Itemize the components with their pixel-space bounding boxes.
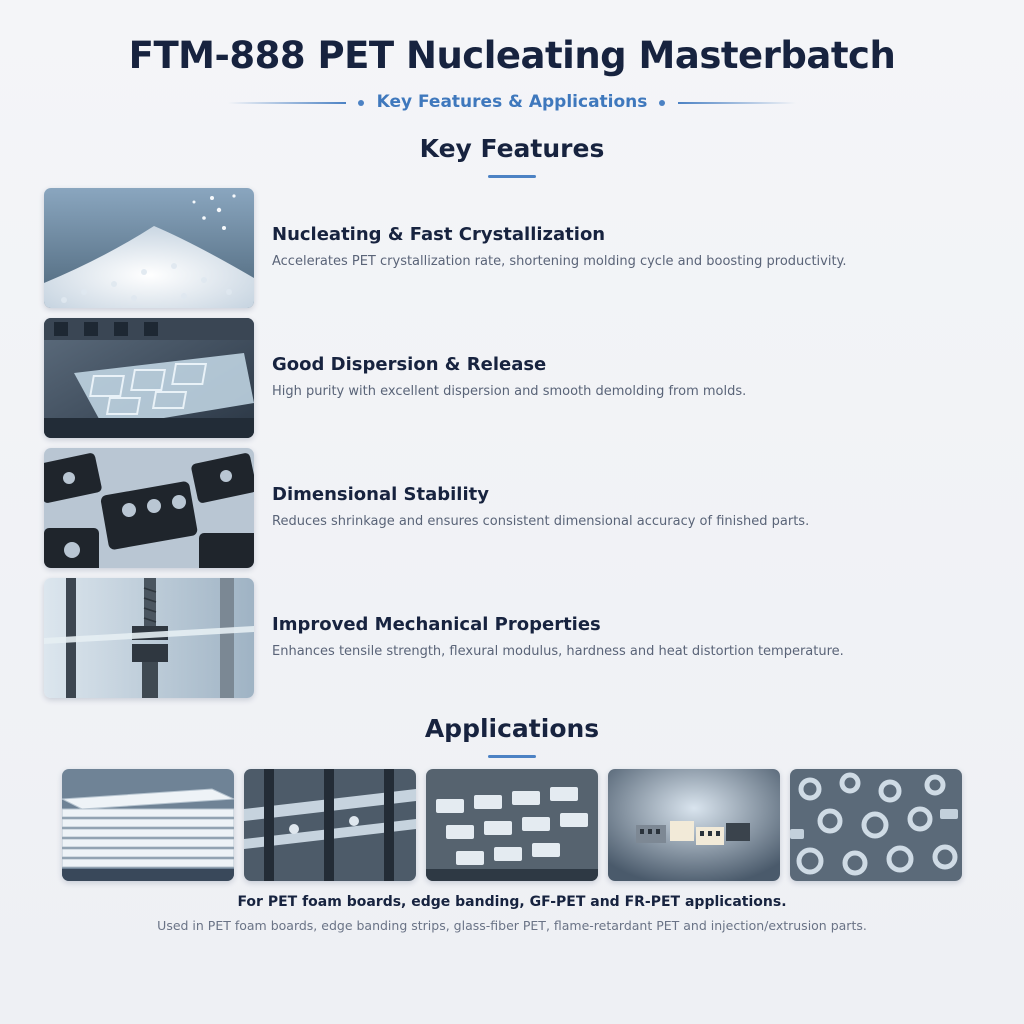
page-title: FTM-888 PET Nucleating Masterbatch <box>128 34 896 77</box>
key-features-heading: Key Features <box>419 134 605 163</box>
subtitle-dot-right <box>659 100 665 106</box>
page-subtitle: Key Features & Applications <box>376 92 648 112</box>
subtitle-divider-right <box>678 102 796 104</box>
applications-gallery <box>62 769 962 881</box>
molded-rings-photo <box>790 769 962 881</box>
feature-description: High purity with excellent dispersion and smooth demolding from molds. <box>272 384 747 399</box>
applications-detail: Used in PET foam boards, edge banding strips, glass-fiber PET, flame-retardant PET and injection/extrusion parts. <box>157 918 867 933</box>
foam-boards-photo <box>62 769 234 881</box>
feature-item <box>44 188 984 308</box>
feature-description: Accelerates PET crystallization rate, shortening molding cycle and boosting productivity. <box>272 254 847 269</box>
feature-title: Dimensional Stability <box>272 484 489 505</box>
applications-summary: For PET foam boards, edge banding, GF-PET and FR-PET applications. <box>237 894 787 910</box>
feature-title: Nucleating & Fast Crystallization <box>272 224 606 245</box>
mold-demolding-photo <box>44 318 254 438</box>
feature-title: Improved Mechanical Properties <box>272 614 601 635</box>
connector-production-photo <box>426 769 598 881</box>
feature-description: Enhances tensile strength, flexural modulus, hardness and heat distortion temperature. <box>272 644 844 659</box>
subtitle-divider-left <box>228 102 346 104</box>
feature-item <box>44 578 984 698</box>
edge-banding-photo <box>244 769 416 881</box>
molded-parts-photo <box>44 448 254 568</box>
feature-title: Good Dispersion & Release <box>272 354 547 375</box>
tensile-test-photo <box>44 578 254 698</box>
feature-item <box>44 448 984 568</box>
feature-description: Reduces shrinkage and ensures consistent dimensional accuracy of finished parts. <box>272 514 810 529</box>
key-features-underline <box>488 175 536 178</box>
feature-item <box>44 318 984 438</box>
subtitle-row <box>0 92 1024 116</box>
subtitle-dot-left <box>358 100 364 106</box>
connectors-photo <box>608 769 780 881</box>
applications-underline <box>488 755 536 758</box>
applications-heading: Applications <box>424 714 600 743</box>
white-pellets-photo <box>44 188 254 308</box>
